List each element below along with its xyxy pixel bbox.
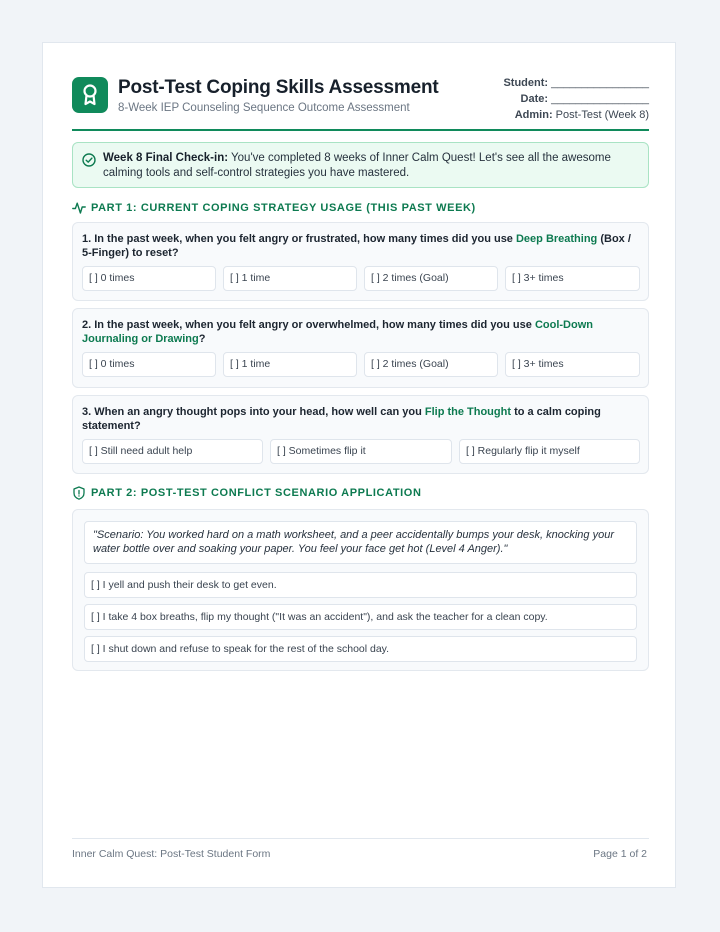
form-page — [42, 42, 676, 888]
shield-icon — [72, 486, 86, 500]
question-text-1 — [82, 232, 637, 260]
question-3-post: to a calm coping statement? — [82, 406, 601, 432]
part2-heading-text: PART 2: POST-TEST CONFLICT SCENARIO APPLICATION — [91, 487, 422, 499]
check-circle-icon — [82, 153, 96, 167]
question-text-3 — [82, 405, 637, 433]
option-q2-2[interactable]: [ ] 2 times (Goal) — [364, 352, 498, 377]
question-3-strategy: Flip the Thought — [424, 406, 512, 418]
question-1-post: (Box / 5-Finger) to reset? — [82, 233, 631, 259]
question-1-pre: 1. In the past week, when you felt angry or frustrated, how many times did you use — [82, 233, 516, 245]
callout-text — [103, 151, 633, 181]
date-label: Date: — [520, 93, 549, 105]
footer-divider — [72, 838, 649, 839]
scenario-option-2[interactable]: [ ] I shut down and refuse to speak for the rest of the school day. — [84, 636, 637, 662]
option-q1-0[interactable]: [ ] 0 times — [82, 266, 216, 291]
admin-label: Admin: — [514, 109, 553, 121]
header-meta — [503, 75, 649, 123]
option-q3-1[interactable]: [ ] Sometimes flip it — [270, 439, 452, 464]
question-card-2 — [72, 308, 649, 388]
option-q1-1[interactable]: [ ] 1 time — [223, 266, 357, 291]
page-subtitle: 8-Week IEP Counseling Sequence Outcome Assessment — [118, 102, 410, 114]
student-label: Student: — [503, 77, 549, 89]
question-card-1 — [72, 222, 649, 301]
date-value: ________________ — [551, 93, 649, 105]
form-header — [72, 75, 649, 131]
question-2-pre: 2. In the past week, when you felt angry or overwhelmed, how many times did you use — [82, 319, 535, 331]
activity-pulse-icon — [72, 201, 86, 215]
callout-body: You've completed 8 weeks of Inner Calm Quest! Let's see all the awesome calming tools and self-control strategies you have mastered. — [103, 152, 611, 179]
scenario-text: "Scenario: You worked hard on a math worksheet, and a peer accidentally bumps your desk, knocking your water bottle over and soaking your paper. You feel your face get hot (Level 4 Anger)." — [84, 521, 637, 564]
question-2-strategy: Cool-Down Journaling or Drawing — [82, 319, 593, 345]
student-field[interactable] — [503, 75, 649, 91]
date-field[interactable] — [503, 91, 649, 107]
scenario-option-0[interactable]: [ ] I yell and push their desk to get even. — [84, 572, 637, 598]
question-text-2 — [82, 318, 637, 346]
scenario-option-1[interactable]: [ ] I take 4 box breaths, flip my thought ("It was an accident"), and ask the teacher for a clean copy. — [84, 604, 637, 630]
question-card-3 — [72, 395, 649, 474]
footer-form-name: Inner Calm Quest: Post-Test Student Form — [72, 848, 271, 860]
option-q2-0[interactable]: [ ] 0 times — [82, 352, 216, 377]
award-ribbon-icon — [72, 77, 108, 113]
question-1-strategy: Deep Breathing — [515, 233, 598, 245]
page-title: Post-Test Coping Skills Assessment — [118, 77, 439, 98]
question-2-post: ? — [198, 333, 206, 345]
student-value: ________________ — [551, 77, 649, 89]
scenario-card — [72, 509, 649, 671]
check-in-callout — [72, 142, 649, 188]
option-q2-3[interactable]: [ ] 3+ times — [505, 352, 640, 377]
page-number: Page 1 of 2 — [593, 848, 647, 860]
header-divider — [72, 129, 649, 131]
admin-field — [503, 107, 649, 123]
part1-heading-text: PART 1: CURRENT COPING STRATEGY USAGE (THIS PAST WEEK) — [91, 202, 476, 214]
option-q3-2[interactable]: [ ] Regularly flip it myself — [459, 439, 640, 464]
option-q1-3[interactable]: [ ] 3+ times — [505, 266, 640, 291]
question-3-pre: 3. When an angry thought pops into your head, how well can you — [82, 406, 425, 418]
callout-bold: Week 8 Final Check-in: — [103, 152, 229, 164]
admin-value: Post-Test (Week 8) — [555, 109, 649, 121]
option-q3-0[interactable]: [ ] Still need adult help — [82, 439, 263, 464]
option-q2-1[interactable]: [ ] 1 time — [223, 352, 357, 377]
option-q1-2[interactable]: [ ] 2 times (Goal) — [364, 266, 498, 291]
